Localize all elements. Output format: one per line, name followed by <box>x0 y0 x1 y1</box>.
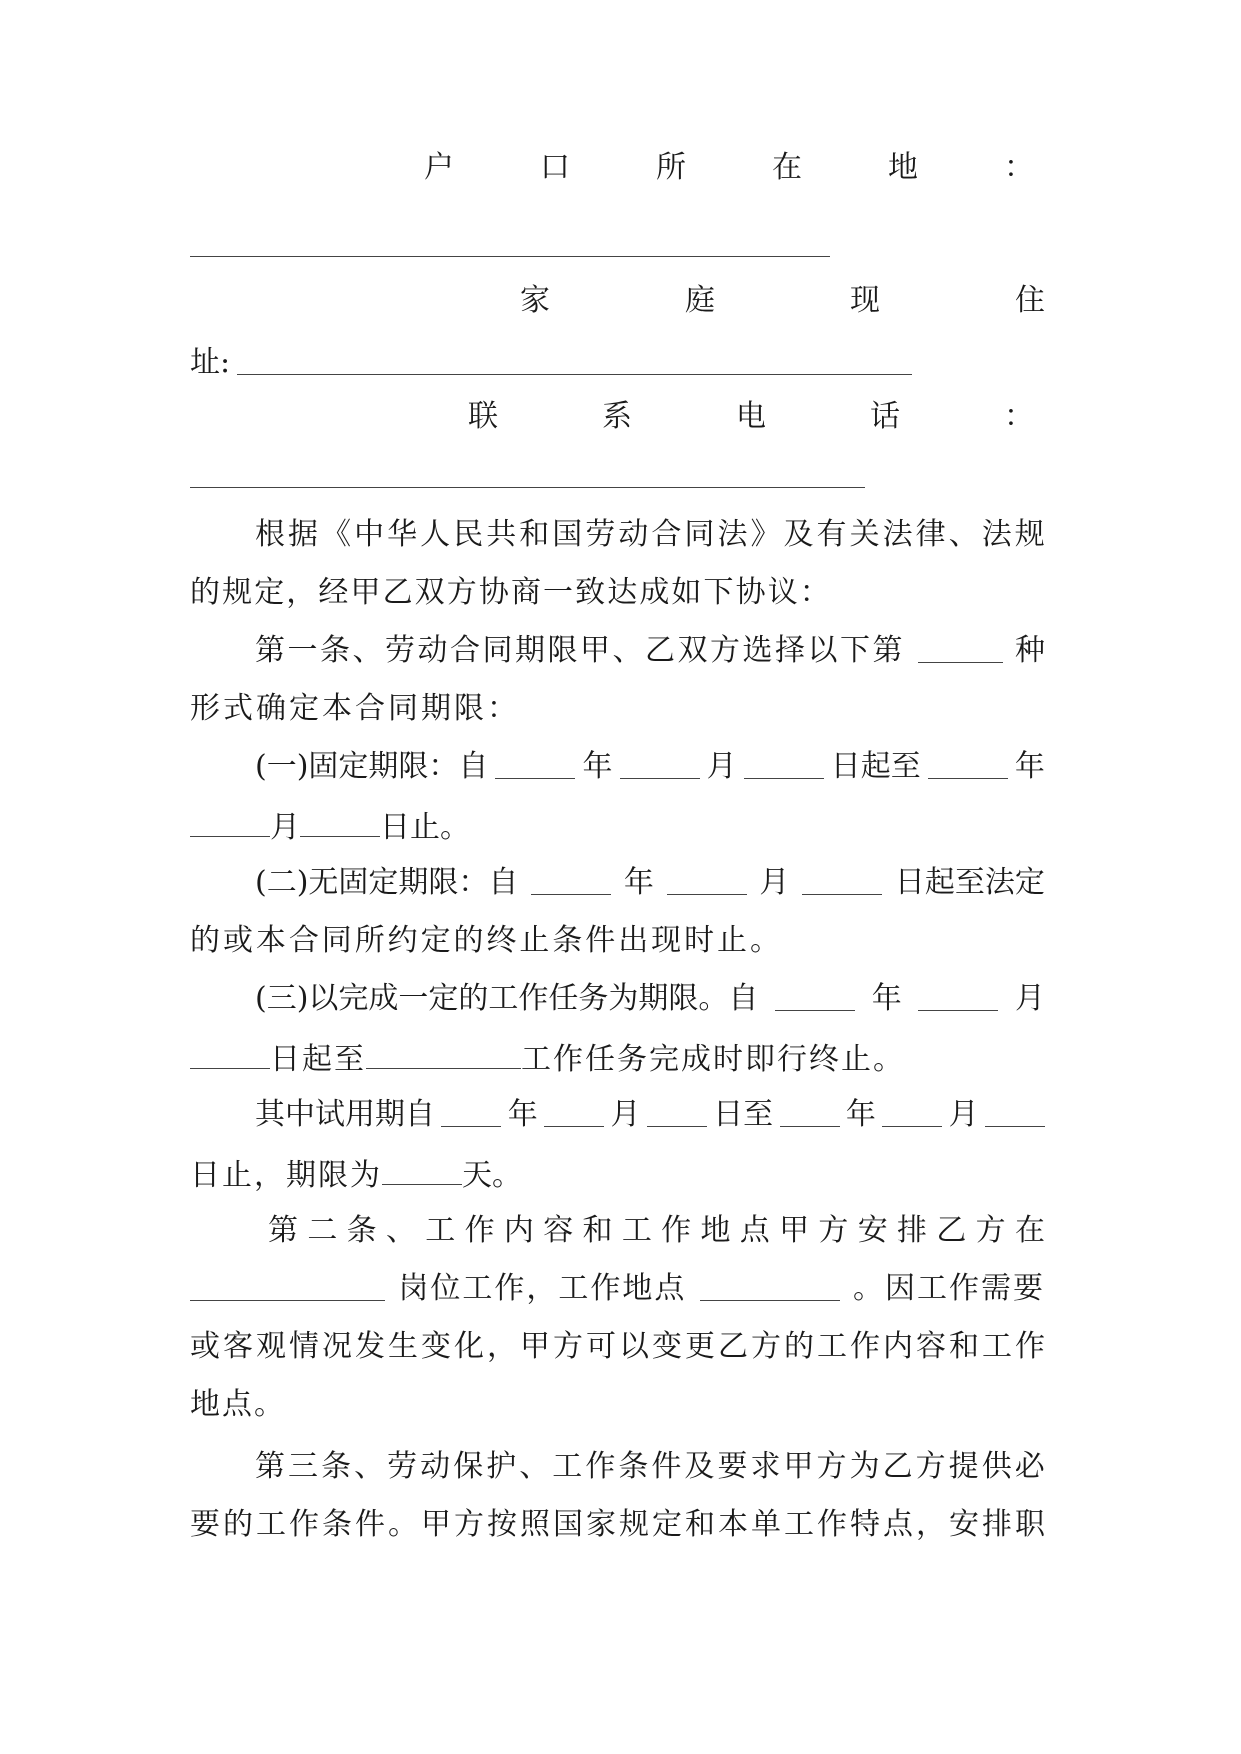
char: 内 <box>503 1213 534 1248</box>
char: 根 <box>255 517 285 552</box>
char: 点 <box>883 1507 913 1542</box>
phone-char: ： <box>1004 399 1034 434</box>
char: 方 <box>915 1449 946 1484</box>
char: 动 <box>618 517 649 552</box>
char: 作 <box>289 1507 319 1542</box>
char: 律 <box>915 517 946 552</box>
text: 月 <box>270 810 300 845</box>
hukou-char: 地 <box>888 150 918 185</box>
char: ， <box>916 1507 946 1542</box>
article2-line1 <box>268 1213 1045 1248</box>
text: 年 <box>507 1097 538 1132</box>
char: 法 <box>882 517 913 552</box>
fixed-term-line2 <box>190 810 470 843</box>
char: 劳 <box>387 1449 418 1484</box>
char: 提 <box>948 1449 979 1484</box>
char: 或 <box>190 1329 220 1364</box>
char: 作 <box>817 1507 847 1542</box>
char: 条 <box>322 1507 352 1542</box>
char: 方 <box>454 1507 484 1542</box>
char: 作 <box>1015 1329 1045 1364</box>
hukou-char: ： <box>1004 150 1034 185</box>
char: 、 <box>519 1449 550 1484</box>
char: 第 <box>255 1449 285 1484</box>
char: 点 <box>739 1213 770 1248</box>
address-input-line[interactable] <box>237 374 912 375</box>
char: 合 <box>288 923 319 958</box>
char: 终 <box>486 923 517 958</box>
char: 的 <box>453 923 484 958</box>
char: 特 <box>850 1507 880 1542</box>
task-start-month-blank[interactable] <box>918 984 998 1011</box>
char: 乙 <box>936 1213 967 1248</box>
char: 乙 <box>382 575 413 610</box>
char: 。 <box>749 923 780 958</box>
text: 月 <box>948 1097 979 1132</box>
char: 成 <box>639 575 670 610</box>
char: 方 <box>446 575 477 610</box>
probation-line1 <box>255 1097 1045 1132</box>
article3-line1 <box>255 1449 1045 1484</box>
char: 甲 <box>421 1507 451 1542</box>
article1-title: 第一条、劳动合同期限甲、乙双方选择以下第 <box>255 633 905 668</box>
open-start-year-blank[interactable] <box>531 868 611 895</box>
task-term-line1 <box>255 981 1045 1016</box>
char: 经 <box>318 575 349 610</box>
char: 变 <box>421 1329 451 1364</box>
char: 容 <box>916 1329 946 1364</box>
address-char: 家 <box>520 283 550 318</box>
text: 日止。 <box>380 810 470 845</box>
char: 及 <box>783 517 814 552</box>
article1-kind: 种 <box>1015 633 1045 668</box>
char: 据 <box>288 517 319 552</box>
char: 关 <box>849 517 880 552</box>
text: 年 <box>871 981 902 1016</box>
char: 》 <box>750 517 781 552</box>
fixed-start-year-blank[interactable] <box>495 752 575 779</box>
text: 日至 <box>713 1097 774 1132</box>
char: 规 <box>1014 517 1045 552</box>
char: 定 <box>652 1507 682 1542</box>
char: 约 <box>387 923 418 958</box>
text: 年 <box>1014 749 1045 784</box>
char: 双 <box>414 575 445 610</box>
task-name-blank[interactable] <box>366 1042 521 1069</box>
char: 出 <box>618 923 649 958</box>
hukou-label <box>424 150 1034 185</box>
char: 的 <box>784 1329 814 1364</box>
hukou-input-line[interactable] <box>190 256 830 257</box>
char: 协 <box>735 575 766 610</box>
address-char: 现 <box>850 283 880 318</box>
char: 止 <box>717 923 747 958</box>
hukou-char: 在 <box>772 150 802 185</box>
char: 现 <box>651 923 682 958</box>
char: 照 <box>520 1507 550 1542</box>
char: 可 <box>586 1329 616 1364</box>
char: 安 <box>857 1213 888 1248</box>
char: 达 <box>607 575 638 610</box>
char: 所 <box>354 923 385 958</box>
char: 中 <box>354 517 385 552</box>
char: 内 <box>883 1329 913 1364</box>
char: 劳 <box>585 517 616 552</box>
char: 和 <box>519 517 550 552</box>
char: 观 <box>256 1329 286 1364</box>
hukou-char: 所 <box>656 150 686 185</box>
char: 职 <box>1015 1507 1045 1542</box>
char: 动 <box>420 1449 451 1484</box>
text: 其中试用期自 <box>255 1097 435 1132</box>
intro-line-2 <box>190 575 830 610</box>
fixed-end-day-blank[interactable] <box>300 810 380 837</box>
char: 条 <box>552 923 583 958</box>
text: 日起至法定 <box>894 865 1045 900</box>
char: 的 <box>190 575 220 610</box>
text: 月 <box>610 1097 641 1132</box>
char: 工 <box>621 1213 652 1248</box>
char: 法 <box>981 517 1012 552</box>
char: 乙 <box>882 1449 913 1484</box>
char: 家 <box>586 1507 616 1542</box>
text: 年 <box>845 1097 876 1132</box>
char: 安 <box>949 1507 979 1542</box>
char: 人 <box>420 517 451 552</box>
char: 第 <box>268 1213 298 1248</box>
char: 发 <box>355 1329 385 1364</box>
task-start-day-blank[interactable] <box>190 1042 270 1069</box>
char: 排 <box>897 1213 927 1248</box>
char: 、 <box>354 1449 385 1484</box>
post-blank[interactable] <box>190 1274 385 1301</box>
char: 致 <box>575 575 606 610</box>
char: 定 <box>420 923 451 958</box>
char: 二 <box>307 1213 338 1248</box>
task-term-line2 <box>190 1042 905 1075</box>
char: 工 <box>982 1329 1012 1364</box>
intro-line-1 <box>255 517 1045 552</box>
char: 和 <box>949 1329 979 1364</box>
char: 保 <box>453 1449 484 1484</box>
char: 作 <box>464 1213 495 1248</box>
char: 情 <box>289 1329 319 1364</box>
char: 法 <box>717 517 748 552</box>
article2-line2 <box>190 1271 1045 1306</box>
fixed-term-line1 <box>255 749 1045 784</box>
char: 以 <box>619 1329 649 1364</box>
fixed-start-month-blank[interactable] <box>620 752 700 779</box>
char: 和 <box>582 1213 613 1248</box>
char: 和 <box>685 1507 715 1542</box>
char: 本 <box>255 923 286 958</box>
char: 合 <box>651 517 682 552</box>
char: 国 <box>552 517 583 552</box>
char: 件 <box>585 923 616 958</box>
char: 华 <box>387 517 418 552</box>
char: 的 <box>190 923 220 958</box>
char: 的 <box>223 1507 253 1542</box>
address-char: 庭 <box>685 283 715 318</box>
probation-end-month-blank[interactable] <box>882 1100 942 1127</box>
char: 下 <box>703 575 734 610</box>
text: 。因工作需要 <box>852 1271 1045 1306</box>
char: 、 <box>385 1213 416 1248</box>
workplace-blank[interactable] <box>700 1274 840 1301</box>
char: 如 <box>671 575 702 610</box>
text: 日止，期限为 <box>190 1158 382 1193</box>
char: 条 <box>346 1213 377 1248</box>
open-term-line1 <box>255 865 1045 900</box>
char: 及 <box>684 1449 715 1484</box>
char: 同 <box>321 923 352 958</box>
char: 地 <box>700 1213 731 1248</box>
char: 止 <box>519 923 550 958</box>
article3-line2 <box>190 1507 1045 1542</box>
task-start-year-blank[interactable] <box>775 984 855 1011</box>
char: 生 <box>388 1329 418 1364</box>
article1-line2: 形式确定本合同期限： <box>190 691 520 726</box>
text: 月 <box>706 749 737 784</box>
char: 供 <box>981 1449 1012 1484</box>
char: 方 <box>975 1213 1006 1248</box>
task-term-label: (三)以完成一定的工作任务为期限。自 <box>255 981 759 1016</box>
probation-end-year-blank[interactable] <box>780 1100 840 1127</box>
char: 定 <box>254 575 285 610</box>
char: 容 <box>543 1213 574 1248</box>
char: 单 <box>751 1507 781 1542</box>
address-label <box>520 283 1045 318</box>
probation-start-month-blank[interactable] <box>544 1100 604 1127</box>
char: 方 <box>818 1213 849 1248</box>
text: 工作任务完成时即行终止。 <box>521 1042 905 1077</box>
char: 或 <box>222 923 253 958</box>
char: 、 <box>948 517 979 552</box>
open-start-month-blank[interactable] <box>667 868 747 895</box>
char: 方 <box>553 1329 583 1364</box>
char: 按 <box>487 1507 517 1542</box>
char: 甲 <box>779 1213 810 1248</box>
char: 在 <box>1014 1213 1045 1248</box>
char: 件 <box>651 1449 682 1484</box>
char: 甲 <box>783 1449 814 1484</box>
phone-char: 联 <box>468 399 498 434</box>
text: 天。 <box>462 1158 522 1193</box>
char: 护 <box>486 1449 517 1484</box>
char: 工 <box>817 1329 847 1364</box>
char: 《 <box>321 517 352 552</box>
char: 同 <box>684 517 715 552</box>
address-tail: 址: <box>190 345 231 380</box>
char: 商 <box>510 575 541 610</box>
char: 甲 <box>520 1329 550 1364</box>
char: 求 <box>750 1449 781 1484</box>
hukou-char: 户 <box>424 150 454 185</box>
char: 化 <box>454 1329 484 1364</box>
phone-input-line[interactable] <box>190 487 865 488</box>
char: 有 <box>816 517 847 552</box>
char: 共 <box>486 517 517 552</box>
char: 一 <box>543 575 574 610</box>
char: 况 <box>322 1329 352 1364</box>
char: 更 <box>685 1329 715 1364</box>
text: 日起至 <box>830 749 921 784</box>
char: 要 <box>717 1449 748 1484</box>
char: 三 <box>288 1449 319 1484</box>
probation-line2 <box>190 1158 522 1191</box>
article2-line3 <box>190 1329 1045 1364</box>
char: 排 <box>982 1507 1012 1542</box>
text: 月 <box>759 865 790 900</box>
char: 工 <box>256 1507 286 1542</box>
open-term-line2 <box>190 923 780 958</box>
type-blank[interactable] <box>918 636 1003 663</box>
probation-start-day-blank[interactable] <box>647 1100 707 1127</box>
char: 协 <box>478 575 509 610</box>
char: 作 <box>585 1449 616 1484</box>
char: ： <box>799 575 830 610</box>
hukou-char: 口 <box>540 150 570 185</box>
text: 日起至 <box>270 1042 366 1077</box>
char: 。 <box>388 1507 418 1542</box>
text: 岗位工作，工作地点 <box>398 1271 687 1306</box>
char: 变 <box>652 1329 682 1364</box>
text: 月 <box>1014 981 1045 1016</box>
char: ， <box>286 575 317 610</box>
char: 方 <box>816 1449 847 1484</box>
char: 规 <box>222 575 253 610</box>
char: 客 <box>223 1329 253 1364</box>
char: 工 <box>425 1213 456 1248</box>
char: 民 <box>453 517 484 552</box>
char: 为 <box>849 1449 880 1484</box>
char: 乙 <box>718 1329 748 1364</box>
char: 必 <box>1014 1449 1045 1484</box>
open-term-label: (二)无固定期限：自 <box>255 865 519 900</box>
phone-char: 话 <box>870 399 900 434</box>
char: 时 <box>684 923 715 958</box>
char: 本 <box>718 1507 748 1542</box>
phone-char: 系 <box>602 399 632 434</box>
text: 年 <box>623 865 654 900</box>
article2-line4: 地点。 <box>190 1387 286 1422</box>
char: 要 <box>190 1507 220 1542</box>
char: 条 <box>618 1449 649 1484</box>
fixed-end-year-blank[interactable] <box>928 752 1008 779</box>
probation-end-day-blank[interactable] <box>985 1100 1045 1127</box>
char: ， <box>487 1329 517 1364</box>
char: 甲 <box>350 575 381 610</box>
fixed-end-month-blank[interactable] <box>190 810 270 837</box>
address-char: 住 <box>1015 283 1045 318</box>
char: 工 <box>552 1449 583 1484</box>
phone-label <box>468 399 1034 434</box>
probation-start-year-blank[interactable] <box>441 1100 501 1127</box>
article1-line1 <box>255 633 1045 668</box>
text: 年 <box>582 749 613 784</box>
char: 件 <box>355 1507 385 1542</box>
fixed-start-day-blank[interactable] <box>744 752 824 779</box>
phone-char: 电 <box>736 399 766 434</box>
fixed-term-label: (一)固定期限：自 <box>255 749 489 784</box>
char: 国 <box>553 1507 583 1542</box>
char: 工 <box>784 1507 814 1542</box>
char: 规 <box>619 1507 649 1542</box>
probation-days-blank[interactable] <box>382 1158 462 1185</box>
char: 作 <box>850 1329 880 1364</box>
char: 议 <box>767 575 798 610</box>
char: 作 <box>661 1213 692 1248</box>
char: 条 <box>321 1449 352 1484</box>
open-start-day-blank[interactable] <box>802 868 882 895</box>
char: 方 <box>751 1329 781 1364</box>
